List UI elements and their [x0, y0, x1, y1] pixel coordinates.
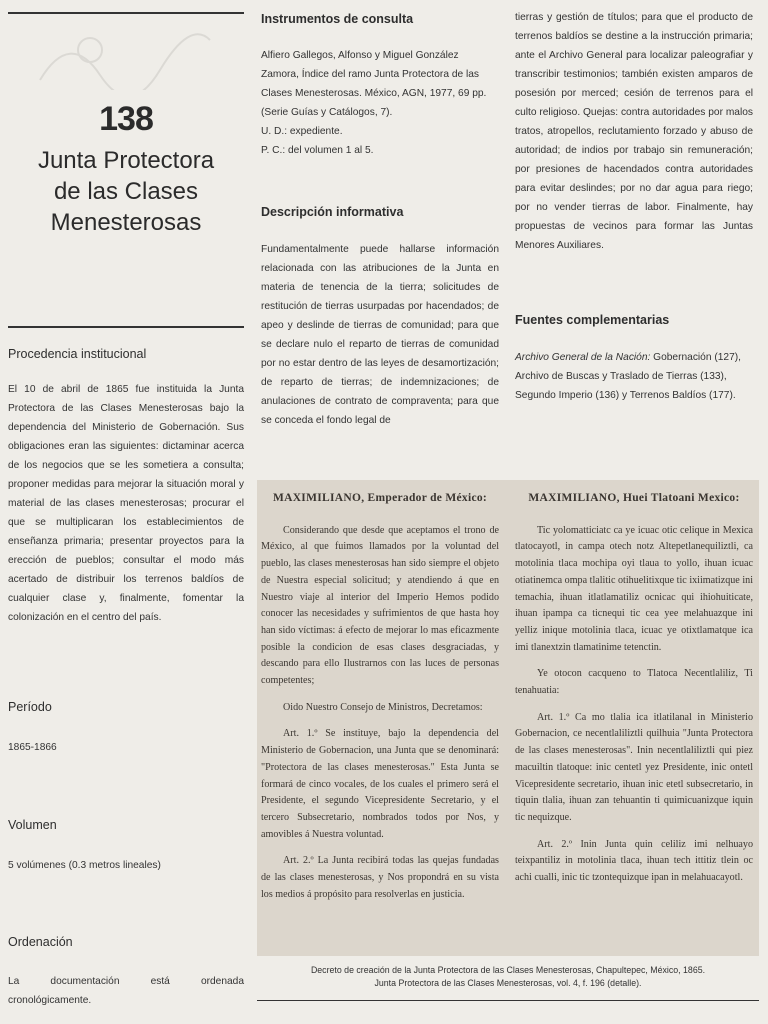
descripcion-continuation: tierras y gestión de títulos; para que el producto de terrenos baldíos se destine a la instrucción primaria; ante el Archivo General para localizar paleografiar y transcribir testimonios; también existen amparos de posesión por merced; cesión de terrenos para el culto religioso. Quejas: contra autoridades por malos tratos, atropellos, reclutamiento forzado y abuso de autoridad; de indios por trabajo sin remuneración; por presiones de hacendados contra autoridades para evitar deslindes; por no dar agua para riego; por no vender tierras de labor. Finalmente, hay propuestas de vecinos para formar las Juntas Menores Auxiliares. — [515, 12, 753, 251]
title-bottom-rule — [8, 326, 244, 328]
procedencia-text: El 10 de abril de 1865 fue instituida la Junta Protectora de las Clases Menesterosas bajo la dependencia del Ministerio de Gobernación. Sus obligaciones eran las siguientes: dictaminar acerca de los negocios que se les sometiera a consulta; proponer medidas para mejorar la situación moral y material de las clases menesterosas; procurar el que se multiplicaran los establecimientos de enseñanza primaria; presentar proyectos para la erección de pueblos; consultar el modo más acertado de distribuir los terrenos baldíos de cualquier clase y, finalmente, fomentar la colonización en el centro del país. — [8, 384, 244, 623]
decree-caption — [257, 964, 759, 990]
ordenacion-text: La documentación está ordenada cronológicamente. — [8, 976, 244, 1006]
ordenacion-heading: Ordenación — [8, 935, 73, 949]
decree-spanish-decretamos: Oido Nuestro Consejo de Ministros, Decretamos: — [283, 701, 483, 713]
volumen-text: 5 volúmenes (0.3 metros lineales) — [8, 860, 161, 871]
decree-spanish-art1: Art. 1.º Se instituye, bajo la dependencia del Ministerio de Gobernacion, una Junta que se denominará: "Protectora de las clases menesterosas." Esta Junta se formará de cinco vocales, de los cuales el primero será el Presidente, el segundo Vicepresidente Secretario, y el tercero Subsecretario, nombrados todos por Nos, y amovibles á Nuestra voluntad. — [261, 728, 499, 840]
decree-nahuatl-tenahuatia: Ye otocon cacqueno to Tlatoca Necentlaliliz, Ti tenahuatia: — [515, 668, 753, 697]
record-number: 138 — [99, 100, 153, 138]
procedencia-heading: Procedencia institucional — [8, 347, 147, 361]
instrumentos-reference: Alfiero Gallegos, Alfonso y Miguel González Zamora, Índice del ramo Junta Protectora de las Clases Menesterosas. México, AGN, 1977, 69 pp. (Serie Guías y Catálogos, 7). — [261, 50, 487, 118]
decree-image — [257, 480, 759, 956]
title-block — [8, 100, 244, 238]
decree-nahuatl-column — [515, 490, 753, 897]
bottom-rule — [257, 1000, 759, 1001]
top-rule-left — [8, 12, 244, 14]
decree-nahuatl-art1: Art. 1.º Ca mo tlalia ica itlatilanal in Ministerio Gobernacion, ce necentlaliliztli quilhuia "Junta Protectora de las clases menesterosas". Inin necentlaliliztli qui piez macuiltin tlatoque: inic centetl yez Presidente, inic ontetl Vicepresidente secretario, ihuan inic etetl subsecretario, in tiquin tlalia, ihuan zan tehuantin ti quimicuanizque iquin tic nequizque. — [515, 711, 753, 823]
descripcion-text: Fundamentalmente puede hallarse información relacionada con las atribuciones de la Junta en materia de tenencia de la tierra; solicitudes de restitución de tierras usurpadas por hacendados; de apeo y deslinde de tierras de comunidad; para que se declare nulo el reparto de tierras de comunidad por no estar dentro de las leyes de desamortización; de reparto de tierras; de indemnizaciones; de anulaciones de contrato de compraventa; para que se conceda el fondo legal de — [261, 244, 499, 426]
instrumentos-ud: U. D.: expediente. — [261, 126, 343, 137]
fuentes-list: Gobernación (127), Archivo de Buscas y Traslado de Tierras (133), Segundo Imperio (136) y Terrenos Baldíos (177). — [515, 352, 741, 401]
decree-spanish-art2: Art. 2.º La Junta recibirá todas las quejas fundadas de las clases menesterosas, y Nos propondrá en su vista los medios á propósito para resolverlas en justicia. — [261, 855, 499, 900]
volumen-heading: Volumen — [8, 818, 57, 832]
caption-line-2: Junta Protectora de las Clases Menesterosas, vol. 4, f. 196 (detalle). — [374, 978, 642, 988]
instrumentos-heading: Instrumentos de consulta — [261, 12, 414, 26]
decree-nahuatl-heading: MAXIMILIANO, Huei Tlatoani Mexico: — [528, 492, 740, 504]
decree-spanish-heading: MAXIMILIANO, Emperador de México: — [272, 492, 488, 504]
ghost-illustration — [30, 20, 220, 90]
decree-spanish-considerando: Considerando que desde que aceptamos el trono de México, al que fuimos llamados por la voluntad del pueblo, las clases menesterosas han sido siempre el objeto de Nuestra especial solicitud; y atendiendo á que en Nuestro viaje al interior del Imperio Hemos podido conocer las necesidades y sufrimientos de que hasta hoy han sido víctimas: á efecto de mejorar lo mas eficazmente posible la condicion de esas clases desgraciadas, y descando para ello Ilustrarnos con las luces de personas competentes; — [261, 524, 499, 687]
fuentes-archive-name: Archivo General de la Nación: — [515, 352, 651, 363]
decree-nahuatl-art2: Art. 2.º Inin Junta quin celiliz imi nelhuayo teixpantiliz in motolinia tlaca, ihuan tech ittitiz tlein oc achi cualli, inic tic tzontequizque ipan in melahuacayotl. — [515, 838, 753, 884]
periodo-heading: Período — [8, 700, 52, 714]
fuentes-text — [515, 348, 753, 405]
descripcion-heading: Descripción informativa — [261, 205, 404, 219]
decree-nahuatl-intro: Tic yolomatticiatc ca ye icuac otic celique in Mexica tlatocayotl, in campa otech notz Altepetlanequiliztli, ca motolinia tlaca mochipa oyi tlaua to yollo, ihuan icuac otiatinemca ompa tlalitic otihuelitixque tic ixiimatizque ini temachia, ihuan itlatlamatiliz ocnicac qui ihiohuiticate, ihuan ipampa ca ticnequi tic cea yee melahuazque ini yelliz inique motolinia tlaca, icuac ye otixtlamatque ica imi tlanextzin tlamatinime tetenctin. — [515, 524, 753, 653]
instrumentos-pc: P. C.: del volumen 1 al 5. — [261, 145, 374, 156]
caption-line-1: Decreto de creación de la Junta Protectora de las Clases Menesterosas, Chapultepec, México, 1865. — [310, 965, 706, 975]
title-line-3: Menesterosas — [50, 209, 202, 236]
instrumentos-text — [261, 46, 499, 160]
title-line-1: Junta Protectora — [37, 147, 215, 174]
fuentes-heading: Fuentes complementarias — [515, 313, 670, 327]
title-line-2: de las Clases — [53, 178, 199, 205]
decree-spanish-column — [261, 490, 499, 913]
periodo-text: 1865-1866 — [8, 742, 57, 753]
